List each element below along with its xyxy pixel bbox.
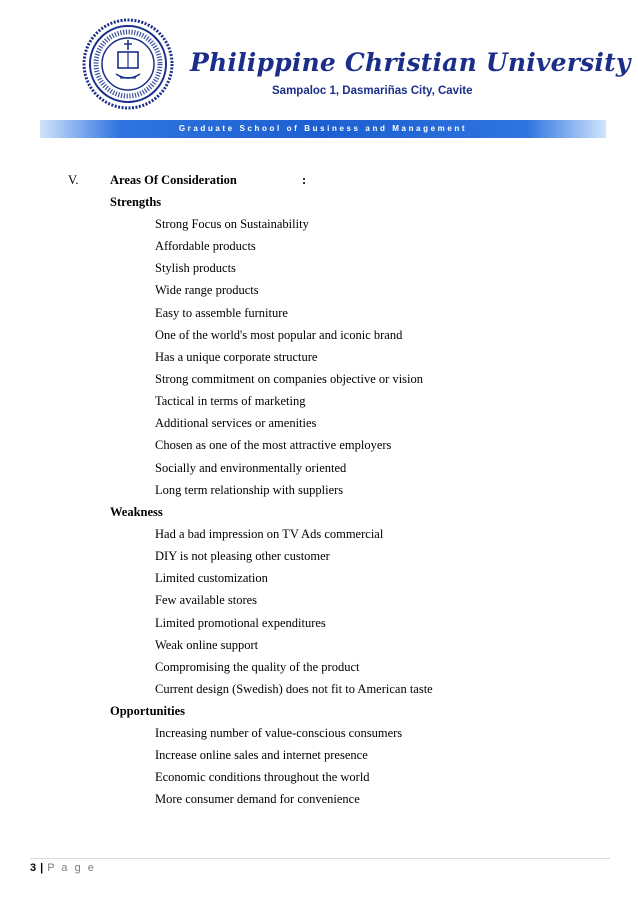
list-item: Tactical in terms of marketing (155, 394, 306, 409)
university-address: Sampaloc 1, Dasmariñas City, Cavite (272, 85, 473, 97)
opportunities-list (155, 726, 402, 815)
section-number: V. (68, 173, 79, 187)
page-number: 3 (30, 862, 37, 874)
list-item: Few available stores (155, 593, 258, 608)
strengths-heading: Strengths (110, 195, 162, 209)
list-item: Had a bad impression on TV Ads commercial (155, 527, 384, 541)
list-item: Long term relationship with suppliers (155, 482, 344, 497)
page-label: P a g e (47, 862, 96, 874)
opportunities-heading: Opportunities (110, 704, 186, 718)
list-item: Additional services or amenities (155, 416, 317, 431)
section-colon: : (302, 173, 307, 187)
page-header (0, 0, 638, 145)
list-item: One of the world's most popular and iconic brand (155, 327, 403, 342)
list-item: Current design (Swedish) does not fit to American taste (155, 681, 433, 696)
list-item: More consumer demand for convenience (155, 792, 360, 807)
list-item: Affordable products (155, 239, 256, 254)
weakness-list (155, 527, 433, 704)
list-item: Has a unique corporate structure (155, 349, 318, 364)
list-item: DIY is not pleasing other customer (155, 549, 330, 564)
section-title: Areas Of Consideration (110, 173, 237, 187)
list-item: Easy to assemble furniture (155, 305, 288, 320)
weakness-heading: Weakness (110, 505, 163, 519)
list-item: Stylish products (155, 261, 236, 276)
university-seal-icon (82, 18, 174, 110)
list-item: Limited customization (155, 571, 268, 586)
list-item: Chosen as one of the most attractive employers (155, 438, 392, 453)
list-item: Weak online support (155, 637, 259, 652)
list-item: Strong Focus on Sustainability (155, 217, 309, 231)
footer-separator: | (40, 862, 44, 874)
list-item: Increasing number of value-conscious consumers (155, 726, 403, 740)
graduate-school-banner (40, 120, 606, 138)
list-item: Wide range products (155, 283, 259, 298)
list-item: Compromising the quality of the product (155, 659, 360, 674)
list-item: Limited promotional expenditures (155, 615, 326, 630)
page-footer (30, 862, 96, 874)
university-name: Philippine Christian University (190, 48, 631, 77)
list-item: Strong commitment on companies objective or vision (155, 371, 424, 386)
list-item: Socially and environmentally oriented (155, 460, 347, 475)
footer-divider (30, 858, 610, 859)
list-item: Economic conditions throughout the world (155, 770, 370, 785)
list-item: Increase online sales and internet presence (155, 748, 368, 763)
strengths-list (155, 217, 423, 505)
banner-text: Graduate School of Business and Management (178, 124, 468, 133)
